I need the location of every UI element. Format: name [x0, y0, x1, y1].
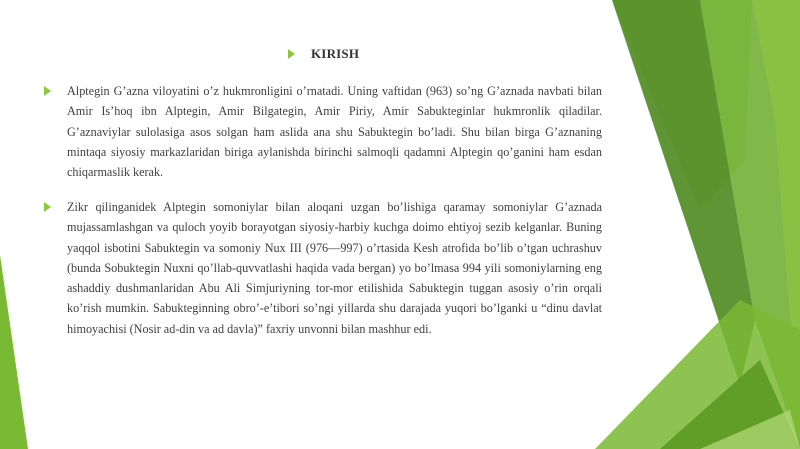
- paragraph-text: Zikr qilinganidek Alptegin somoniylar bilan aloqani uzgan bo’lishiga qaramay somoniylar G’aznada mujassamlashgan va quloch yoyib borayotgan siyosiy-harbiy kuchga doimo ehtiyoj sezib kelganlar. Buning yaqqol isbotini Sabuktegin va somoniy Nux III (976—997) o’rtasida Kesh atrofida bo’lib o’tgan uchrashuv (bunda Sobuktegin Nuxni qo’llab-quvvatlashi haqida vada bergan) yo bo’lmasa 994 yili somoniylarning eng ashaddiy dushmanlaridan Abu Ali Simjuriyning tor-mor etilishida Sabuktegin tuggan asosiy o’rin orqali ko’rish mumkin. Sabukteginning obro’-e’tibori so’ngi yillarda shu darajada yuqori bo’lganki u “dinu davlat himoyachisi (Nosir ad-din va ad davla)” faxriy unvonni bilan mashhur edi.: [67, 200, 602, 336]
- title-row: [288, 46, 359, 62]
- paragraph-1: [44, 81, 602, 182]
- paragraph-text: Alptegin G’azna viloyatini o’z hukmronligini o’rnatadi. Uning vaftidan (963) so’ng G’aznada navbati bilan Amir Is’hoq ibn Alptegin, Amir Bilgategin, Amir Piriy, Amir Sabukteginlar hukmronlik qiladilar. G’aznaviylar sulolasiga asos solgan ham aslida ana shu Sabuktegin bo’ladi. Shu bilan birga G’aznaning mintaqa siyosiy markazlaridan biriga aylanishda birinchi salmoqli qadamni Alptegin qo’ganini ham esdan chiqarmaslik kerak.: [67, 84, 602, 180]
- slide-title: KIRISH: [311, 46, 360, 61]
- triangle-bullet-icon: [44, 202, 51, 212]
- paragraph-2: [44, 197, 602, 339]
- triangle-bullet-icon: [44, 86, 51, 96]
- triangle-bullet-icon: [288, 49, 295, 59]
